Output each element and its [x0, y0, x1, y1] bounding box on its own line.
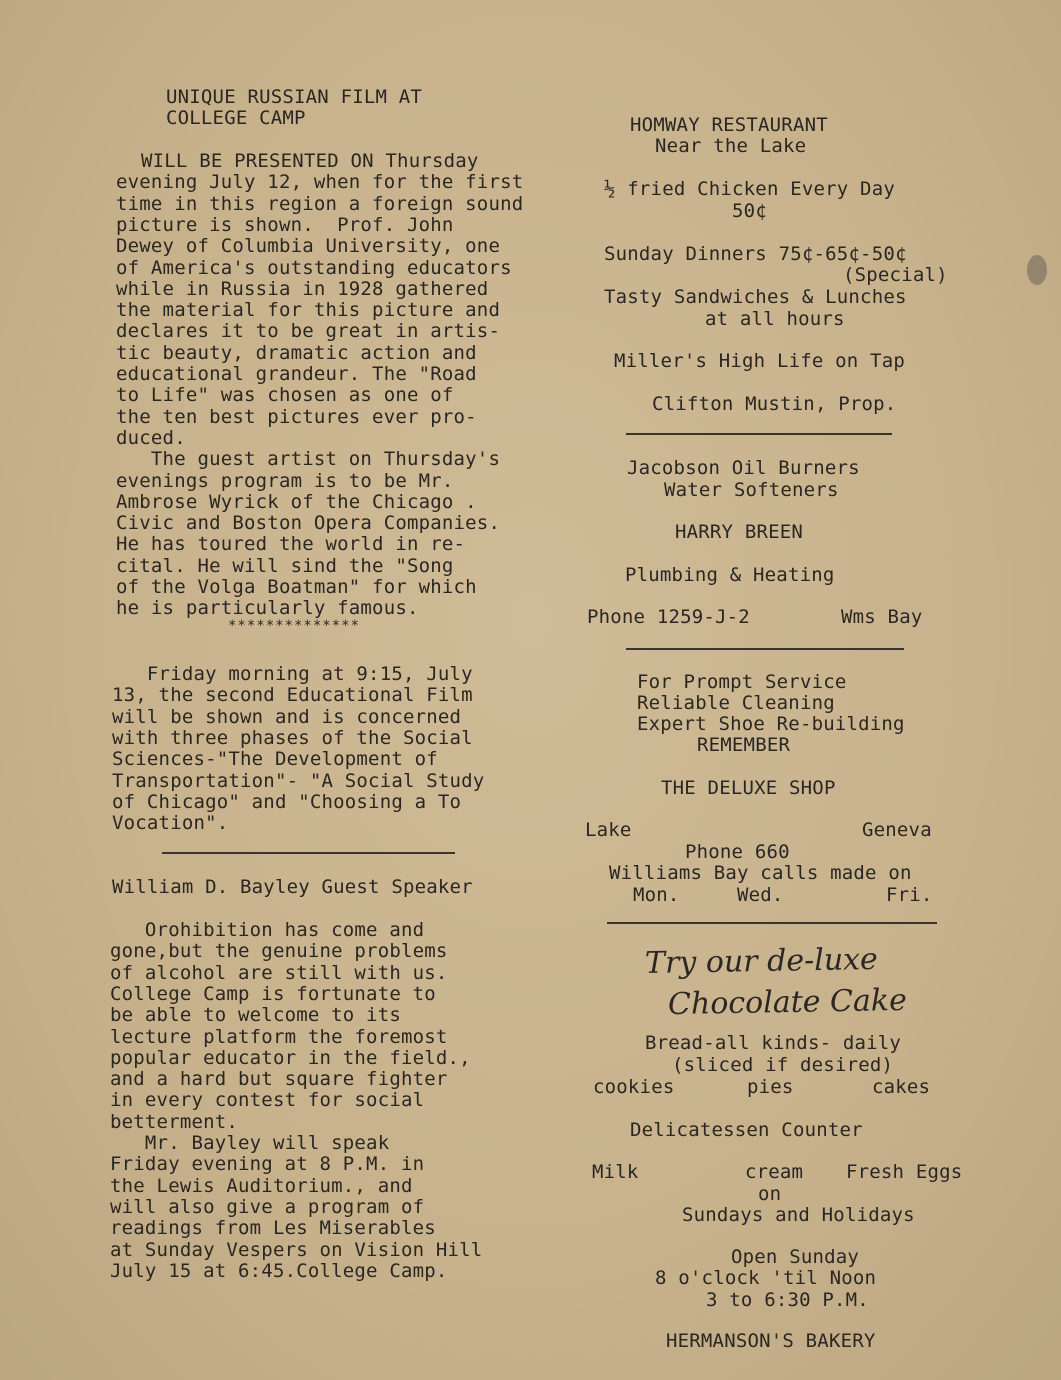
restaurant-location: Near the Lake — [655, 135, 807, 157]
text-line: Vocation". — [112, 812, 229, 835]
chicken-price: 50¢ — [732, 200, 767, 222]
text-line: the ten best pictures ever pro- — [116, 405, 477, 428]
text-line: Dewey of Columbia University, one — [116, 235, 501, 258]
bayley-headline: William D. Bayley Guest Speaker — [112, 876, 473, 898]
day-wed: Wed. — [737, 884, 784, 906]
text-line: at Sunday Vespers on Vision Hill — [110, 1238, 483, 1261]
section-divider — [162, 852, 455, 854]
text-line: July 15 at 6:45.College Camp. — [110, 1259, 448, 1282]
item-cream: cream — [745, 1161, 804, 1183]
text-line: of America's outstanding educators — [116, 256, 512, 279]
text-line: Civic and Boston Opera Companies. — [116, 512, 501, 535]
text-line: Sciences-"The Development of — [112, 748, 438, 771]
sundays-holidays: Sundays and Holidays — [682, 1204, 915, 1226]
shoe-rebuilding: Expert Shoe Re-building — [637, 713, 905, 735]
bakery-name: HERMANSON'S BAKERY — [666, 1330, 876, 1352]
item-cookies: cookies — [593, 1076, 675, 1098]
text-line: Friday morning at 9:15, July — [112, 663, 473, 685]
handwritten-line-2: Chocolate Cake — [667, 982, 908, 1023]
text-line: duced. — [116, 426, 186, 449]
section-divider — [607, 922, 937, 924]
oil-burners: Jacobson Oil Burners — [627, 457, 860, 479]
shop-phone: Phone 660 — [685, 841, 790, 863]
text-line: with three phases of the Social — [112, 726, 473, 749]
day-mon: Mon. — [633, 884, 680, 906]
day-fri: Fri. — [886, 884, 933, 906]
text-line: College Camp is fortunate to — [110, 982, 436, 1005]
text-line: picture is shown. Prof. John — [116, 213, 454, 236]
sunday-dinners: Sunday Dinners 75¢-65¢-50¢ — [604, 243, 907, 265]
text-line: cital. He will sind the "Song — [116, 554, 454, 577]
text-line: declares it to be great in artis- — [116, 320, 501, 343]
deli-counter: Delicatessen Counter — [630, 1119, 863, 1141]
chicken-offer: ½ fried Chicken Every Day — [604, 178, 895, 200]
text-line: will also give a program of — [110, 1195, 425, 1218]
restaurant-name: HOMWAY RESTAURANT — [630, 114, 828, 136]
text-line: to Life" was chosen as one of — [116, 384, 454, 407]
ink-smudge — [1027, 255, 1047, 285]
text-line: betterment. — [110, 1110, 239, 1133]
section-divider — [626, 648, 904, 650]
on-tap: Miller's High Life on Tap — [614, 350, 905, 372]
hours-morning: 8 o'clock 'til Noon — [655, 1267, 877, 1289]
text-line: will be shown and is concerned — [112, 705, 462, 728]
text-line: readings from Les Miserables — [110, 1217, 436, 1240]
text-line: time in this region a foreign sound — [116, 192, 524, 215]
proprietor: Clifton Mustin, Prop. — [652, 393, 897, 415]
geneva-word: Geneva — [862, 819, 932, 841]
sliced-line: (sliced if desired) — [672, 1054, 894, 1076]
bread-line: Bread-all kinds- daily — [645, 1032, 902, 1054]
text-line: Transportation"- "A Social Study — [112, 769, 485, 792]
shop-name: THE DELUXE SHOP — [661, 777, 836, 799]
item-eggs: Fresh Eggs — [846, 1161, 963, 1183]
text-line: of alcohol are still with us. — [110, 961, 448, 984]
text-line: of the Volga Boatman" for which — [116, 576, 477, 598]
section-divider — [626, 433, 892, 435]
calls-line: Williams Bay calls made on — [609, 862, 912, 884]
item-cakes: cakes — [872, 1076, 931, 1098]
text-line: the Lewis Auditorium., and — [110, 1174, 413, 1197]
phone: Phone 1259-J-2 — [587, 606, 750, 628]
text-line: evenings program is to be Mr. — [116, 469, 454, 492]
star-divider: ************** — [228, 618, 361, 634]
trade: Plumbing & Heating — [625, 564, 835, 586]
text-line: the material for this picture and — [116, 299, 501, 322]
text-line: He has toured the world in re- — [116, 533, 466, 556]
text-line: Friday evening at 8 P.M. in — [110, 1153, 425, 1176]
text-line: gone,but the genuine problems — [110, 940, 448, 963]
text-line: and a hard but square fighter — [110, 1068, 448, 1091]
business-name: HARRY BREEN — [675, 521, 804, 543]
place: Wms Bay — [841, 606, 923, 628]
water-softeners: Water Softeners — [664, 479, 839, 501]
item-pies: pies — [747, 1076, 794, 1098]
item-milk: Milk — [592, 1161, 639, 1183]
hours-afternoon: 3 to 6:30 P.M. — [706, 1289, 869, 1311]
text-line: 13, the second Educational Film — [112, 684, 473, 707]
sandwiches: Tasty Sandwiches & Lunches — [604, 286, 907, 308]
text-line: evening July 12, when for the first — [116, 171, 524, 194]
text-line: educational grandeur. The "Road — [116, 363, 477, 385]
text-line: WILL BE PRESENTED ON Thursday — [141, 150, 479, 172]
handwritten-line-1: Try our de-luxe — [644, 941, 879, 982]
on-word: on — [758, 1183, 782, 1205]
reliable-cleaning: Reliable Cleaning — [637, 692, 835, 714]
text-line: he is particularly famous. — [116, 597, 419, 620]
text-line: be able to welcome to its — [110, 1004, 401, 1027]
text-line: lecture platform the foremost — [110, 1025, 448, 1048]
hours: at all hours — [705, 308, 845, 330]
special-note: (Special) — [843, 264, 948, 286]
film-headline-line-1: UNIQUE RUSSIAN FILM AT — [166, 86, 423, 108]
text-line: in every contest for social — [110, 1089, 425, 1112]
text-line: The guest artist on Thursday's — [116, 448, 501, 471]
text-line: while in Russia in 1928 gathered — [116, 277, 489, 300]
text-line: Ambrose Wyrick of the Chicago . — [116, 490, 477, 513]
remember: REMEMBER — [697, 734, 791, 756]
text-line: Mr. Bayley will speak — [110, 1132, 390, 1154]
text-line: popular educator in the field., — [110, 1046, 471, 1069]
text-line: tic beauty, dramatic action and — [116, 341, 477, 364]
lake-word: Lake — [585, 819, 632, 841]
text-line: of Chicago" and "Choosing a To — [112, 790, 462, 813]
prompt-service: For Prompt Service — [637, 671, 847, 693]
film-headline-line-2: COLLEGE CAMP — [166, 107, 306, 129]
text-line: Orohibition has come and — [110, 919, 425, 941]
open-sunday: Open Sunday — [731, 1246, 860, 1268]
